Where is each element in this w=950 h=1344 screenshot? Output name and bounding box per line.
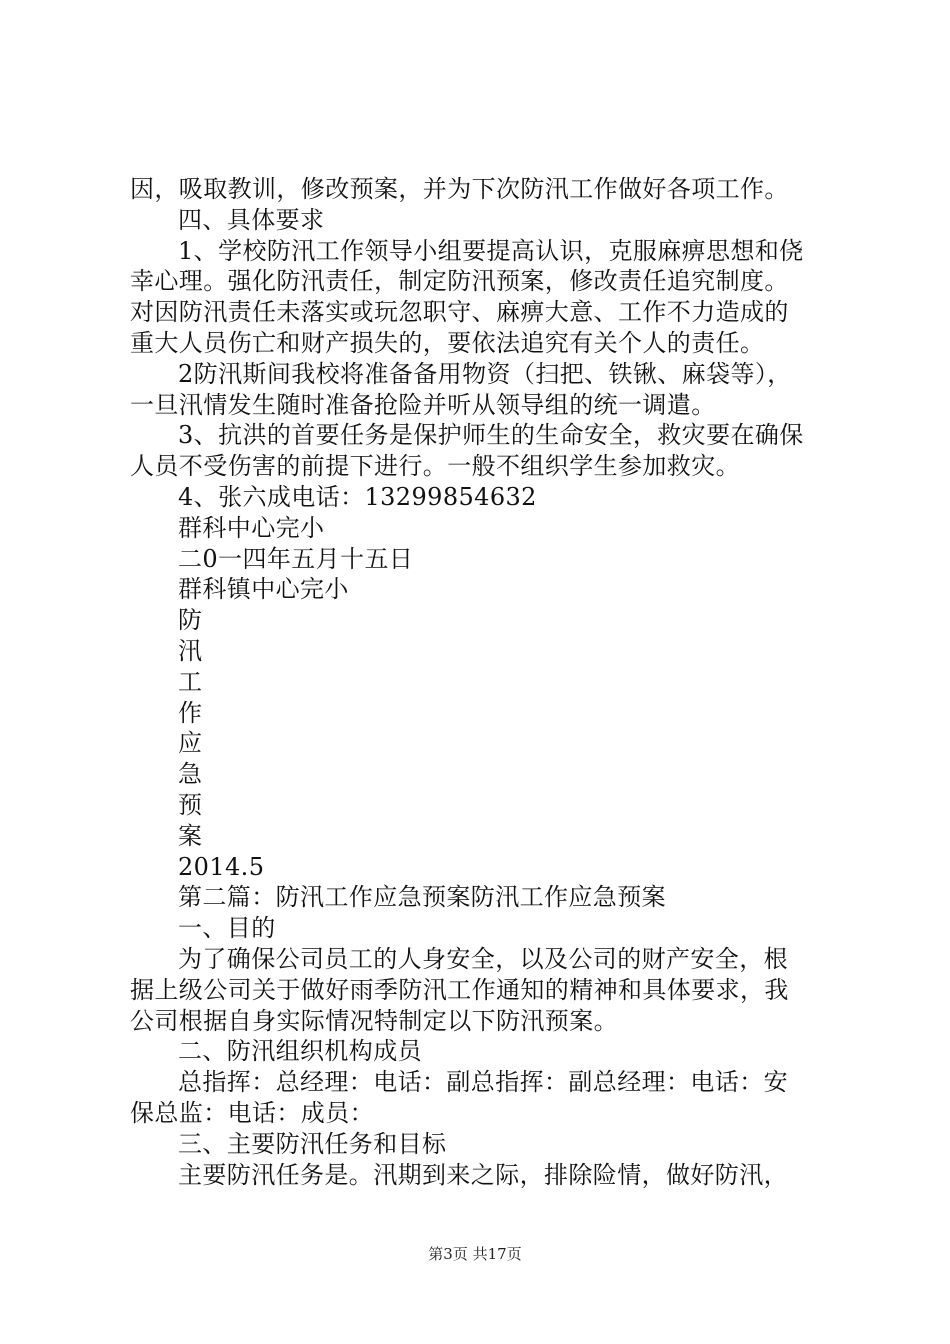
page-number-label: 第3页 共17页 (428, 1245, 522, 1263)
section-heading: 三、主要防汛任务和目标 (178, 1129, 447, 1158)
vertical-title-char: 作 (178, 698, 203, 727)
text-line: 1、学校防汛工作领导小组要提高认识，克服麻痹思想和侥 (178, 236, 804, 265)
text-line: 2防汛斯间我校将准备备用物资（扫把、铁锹、麻袋等）， (178, 359, 792, 388)
section-heading: 四、具体要求 (178, 205, 325, 234)
document-body (130, 174, 835, 1190)
text-line: 总指挥：总经理：电话：副总指挥：副总经理：电话：安 (178, 1068, 788, 1097)
vertical-title-char: 工 (178, 667, 203, 696)
text-line: 幸心理。强化防汛责任，制定防汛预案，修改责任追究制度。 (130, 267, 789, 296)
page-footer (0, 1244, 950, 1264)
text-line: 据上级公司关于做好雨季防汛工作通知的精神和具体要求，我 (130, 975, 789, 1004)
vertical-title-char: 急 (178, 760, 203, 789)
text-line: 重大人员伤亡和财产损失的，要依法追究有关个人的责任。 (130, 328, 765, 357)
text-line: 因，吸取教训，修改预案，并为下次防汛工作做好各项工作。 (130, 175, 789, 203)
text-line: 公司根据自身实际情况特制定以下防汛预案。 (130, 1006, 618, 1035)
section-heading: 二、防汛组织机构成员 (178, 1037, 422, 1066)
date-line: 2014.5 (178, 852, 265, 881)
text-line: 群科镇中心完小 (178, 575, 349, 604)
text-line: 一旦汛情发生随时准备抢险并听从领导组的统一调遣。 (130, 390, 716, 419)
text-line: 3、抗洪的首要任务是保护师生的生命安全，救灾要在确保 (178, 421, 804, 450)
text-line: 对因防汛责任未落实或玩忽职守、麻痹大意、工作不力造成的 (130, 298, 789, 327)
text-line: 保总监：电话：成员： (130, 1098, 374, 1127)
text-line: 主要防汛任务是。汛期到来之际，排除险情，做好防汛， (178, 1160, 788, 1189)
section-heading: 一、目的 (178, 914, 276, 943)
text-line: 群科中心完小 (178, 513, 325, 542)
vertical-title-char: 防 (178, 606, 203, 635)
text-line: 为了确保公司员工的人身安全，以及公司的财产安全，根 (178, 944, 788, 973)
vertical-title-char: 案 (178, 821, 203, 850)
date-line: 二0一四年五月十五日 (178, 544, 414, 573)
vertical-title-char: 应 (178, 729, 203, 758)
text-line: 4、张六成电话：13299854632 (178, 482, 537, 511)
vertical-title-char: 预 (178, 790, 203, 819)
text-line: 人员不受伤害的前提下进行。一般不组织学生参加救灾。 (130, 452, 740, 481)
section-title: 第二篇：防汛工作应急预案防汛工作应急预案 (178, 883, 666, 912)
vertical-title-char: 汛 (178, 636, 203, 665)
